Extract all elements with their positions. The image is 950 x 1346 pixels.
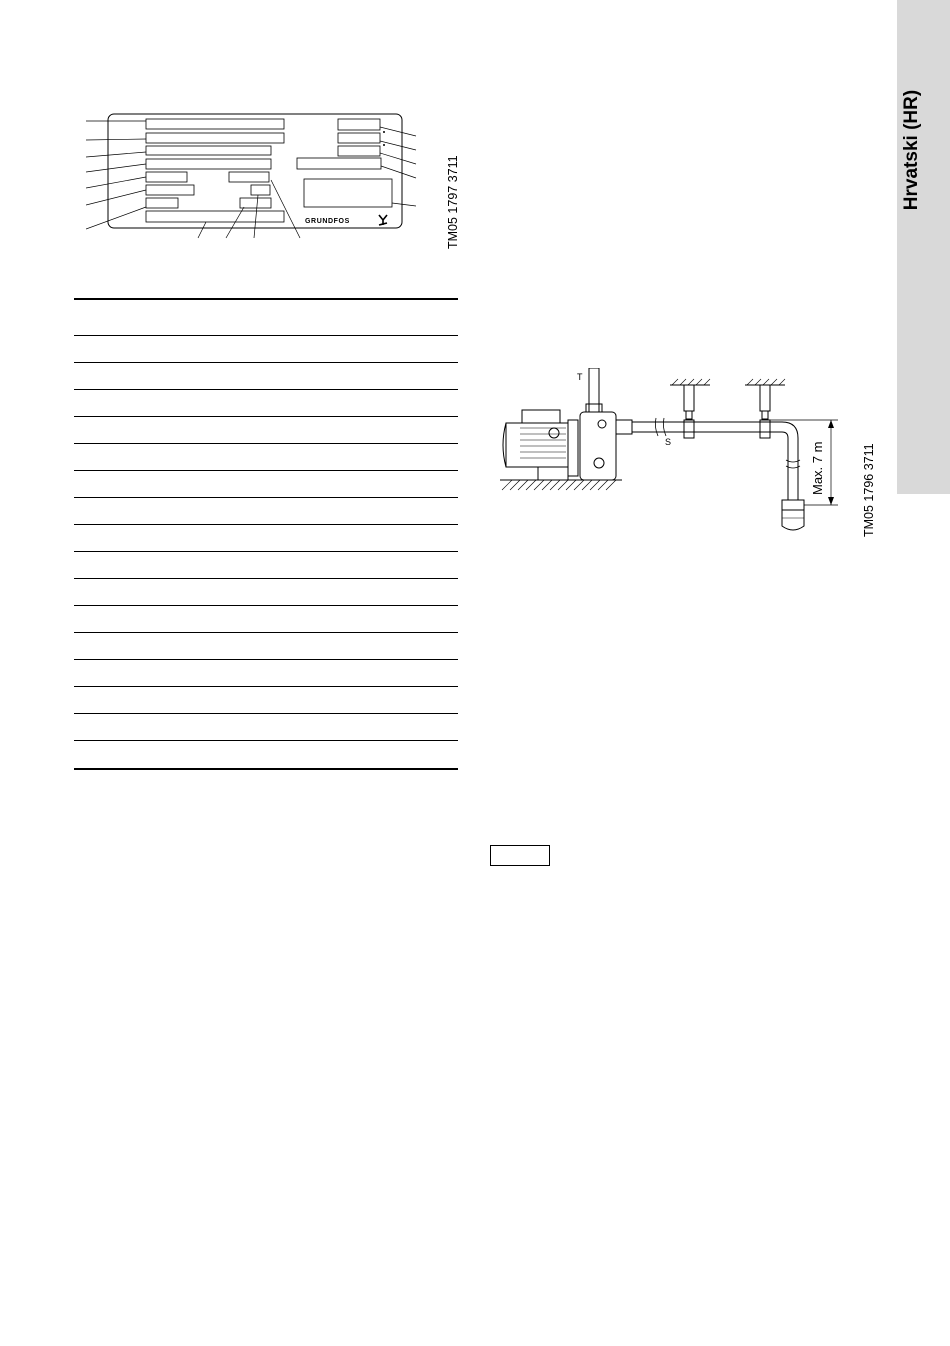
- note-box: [490, 845, 550, 866]
- table-row-rule: [74, 659, 458, 660]
- installation-figure: [498, 368, 848, 538]
- table-row-rule: [74, 713, 458, 714]
- table-row-rule: [74, 497, 458, 498]
- table-row-rule: [74, 416, 458, 417]
- brand-logo-text: GRUNDFOS: [305, 218, 350, 225]
- language-tab: [897, 0, 950, 494]
- table-row-rule: [74, 605, 458, 606]
- table-row-rule: [74, 470, 458, 471]
- table-bottom-rule: [74, 768, 458, 770]
- figure-code-nameplate: TM05 1797 3711: [446, 155, 460, 249]
- table-row-rule: [74, 389, 458, 390]
- table-row-rule: [74, 524, 458, 525]
- table-row-rule: [74, 335, 458, 336]
- discharge-label: T: [577, 372, 583, 382]
- table-row-rule: [74, 740, 458, 741]
- language-tab-label: Hrvatski (HR): [901, 89, 922, 211]
- table-row-rule: [74, 686, 458, 687]
- table-top-rule: [74, 298, 458, 300]
- table-row-rule: [74, 443, 458, 444]
- max-height-label: Max. 7 m: [810, 441, 825, 495]
- table-row-rule: [74, 632, 458, 633]
- table-row-rule: [74, 578, 458, 579]
- figure-code-installation: TM05 1796 3711: [862, 443, 876, 537]
- table-row-rule: [74, 362, 458, 363]
- brand-logo-icon: [379, 215, 387, 225]
- table-row-rule: [74, 551, 458, 552]
- suction-label: S: [665, 437, 672, 447]
- nameplate-figure: [86, 112, 426, 242]
